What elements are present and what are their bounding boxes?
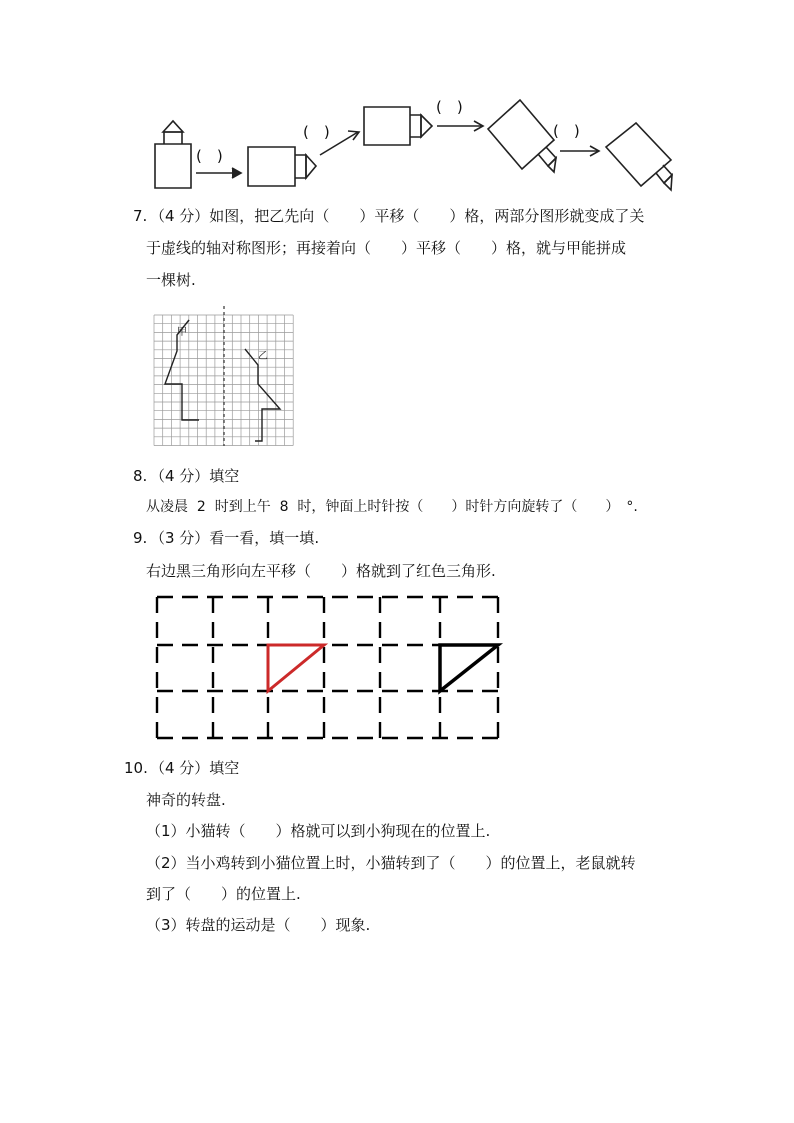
blank-1: ( ) <box>196 147 223 165</box>
q9-number: 9. <box>133 529 148 547</box>
q8-text: 从凌晨 2 时到上午 8 时，钟面上时针按（ ）时针方向旋转了（ ） °. <box>146 499 638 515</box>
q8-number: 8. <box>133 467 148 485</box>
q7-number: 7. <box>133 207 148 225</box>
black-triangle <box>440 645 498 691</box>
q10-number: 10. <box>124 759 148 777</box>
blank-4: ( ) <box>553 122 580 140</box>
red-triangle <box>268 645 324 691</box>
q10-sub1: （1）小猫转（ ）格就可以到小狗现在的位置上. <box>146 822 491 840</box>
q7-line2: 于虚线的轴对称图形；再接着向（ ）平移（ ）格，就与甲能拼成 <box>146 239 627 257</box>
q10-sub3: （3）转盘的运动是（ ）现象. <box>146 916 371 934</box>
q9-header: （3 分）看一看，填一填. <box>150 529 320 547</box>
q7-line3: 一棵树. <box>146 271 196 289</box>
q9-text: 右边黑三角形向左平移（ ）格就到了红色三角形. <box>146 562 496 580</box>
blank-3: ( ) <box>436 98 463 116</box>
q10-sub2b: 到了（ ）的位置上. <box>146 885 301 903</box>
q8-header: （4 分）填空 <box>150 467 240 485</box>
q7-line1: （4 分）如图，把乙先向（ ）平移（ ）格，两部分图形就变成了关 <box>150 207 645 225</box>
q10-intro: 神奇的转盘. <box>146 791 226 809</box>
blank-2: ( ) <box>303 123 330 141</box>
q10-sub2a: （2）当小鸡转到小猫位置上时，小猫转到了（ ）的位置上，老鼠就转 <box>146 854 636 872</box>
q10-header: （4 分）填空 <box>150 759 240 777</box>
label-jia: 甲 <box>177 327 187 338</box>
label-yi: 乙 <box>258 351 268 362</box>
